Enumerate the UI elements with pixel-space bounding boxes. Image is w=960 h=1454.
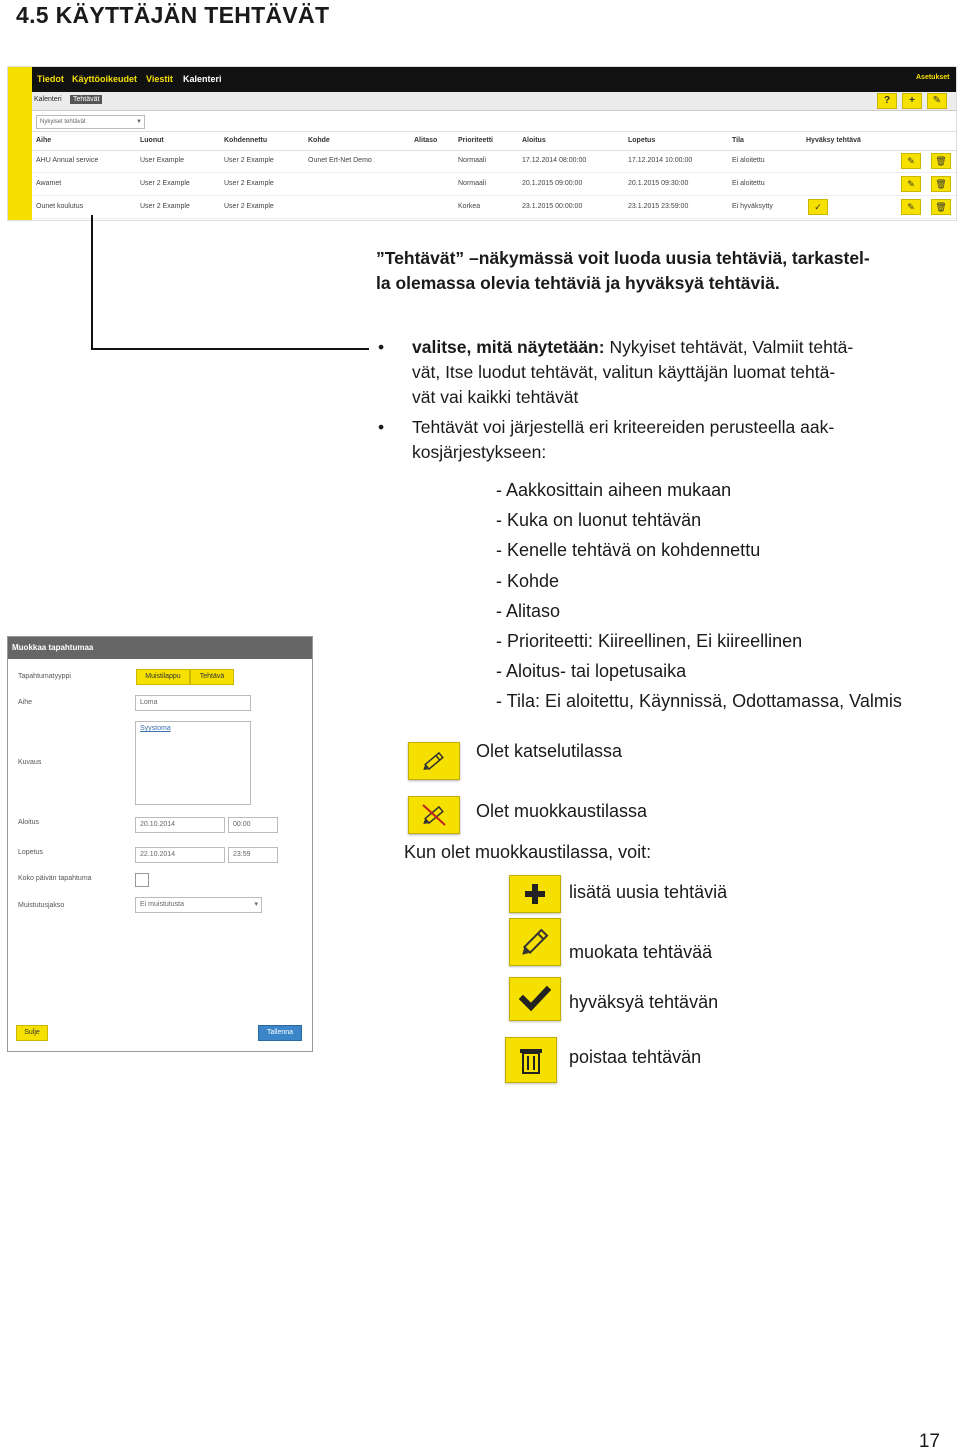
allday-checkbox[interactable] xyxy=(135,873,149,887)
plus-icon[interactable]: + xyxy=(902,93,922,109)
edit-mode-icon xyxy=(408,796,460,834)
table-row[interactable] xyxy=(32,196,956,219)
cell-creator: User Example xyxy=(140,157,184,164)
accent-strip xyxy=(8,67,32,220)
callout-line xyxy=(91,348,369,350)
action-label: hyväksyä tehtävän xyxy=(569,992,719,1012)
cell-creator: User 2 Example xyxy=(140,180,190,187)
column-header[interactable]: Hyväksy tehtävä xyxy=(806,137,861,144)
end-label: Lopetus xyxy=(18,849,43,856)
table-row[interactable] xyxy=(32,150,956,173)
column-header[interactable]: Lopetus xyxy=(628,137,656,144)
cell-target: Ounet Ert-Net Demo xyxy=(308,157,372,164)
cell-subject: Awamet xyxy=(36,180,62,187)
edit-event-dialog xyxy=(7,636,313,1052)
nav-item-kayttooikeudet[interactable]: Käyttöoikeudet xyxy=(72,74,138,84)
pencil-icon xyxy=(408,742,460,780)
page-title: 4.5 KÄYTTÄJÄN TEHTÄVÄT xyxy=(16,2,330,28)
column-header[interactable]: Alitaso xyxy=(414,137,438,144)
column-header[interactable]: Kohdennettu xyxy=(224,137,268,144)
pencil-icon[interactable]: ✎ xyxy=(901,153,921,169)
cell-subject: AHU Annual service xyxy=(36,157,99,164)
bullet-text: Nykyiset tehtävät, Valmiit tehtä- xyxy=(604,337,854,357)
view-mode-text: Olet katselutilassa xyxy=(476,741,623,761)
column-header[interactable]: Aihe xyxy=(36,137,52,144)
bullet-dot: • xyxy=(378,417,385,437)
cell-start: 17.12.2014 08:00:00 xyxy=(522,157,587,164)
cell-assignee: User 2 Example xyxy=(224,157,274,164)
nav-item-tiedot[interactable]: Tiedot xyxy=(37,74,64,84)
cell-start: 23.1.2015 00:00:00 xyxy=(522,203,583,210)
chevron-down-icon: ▾ xyxy=(254,901,258,908)
action-label: poistaa tehtävän xyxy=(569,1047,702,1067)
column-header[interactable]: Aloitus xyxy=(522,137,546,144)
top-nav-bar xyxy=(32,67,956,92)
pencil-icon[interactable]: ✎ xyxy=(927,93,947,109)
list-item: - Aloitus- tai lopetusaika xyxy=(496,661,687,682)
intro-text xyxy=(376,246,956,296)
table-row[interactable] xyxy=(32,173,956,196)
plus-icon xyxy=(509,875,561,913)
chevron-down-icon: ▼ xyxy=(136,119,142,125)
cell-end: 20.1.2015 09:30:00 xyxy=(628,180,689,187)
edit-mode-intro: Kun olet muokkaustilassa, voit: xyxy=(404,842,652,862)
pencil-icon[interactable]: ✎ xyxy=(901,199,921,215)
help-icon[interactable]: ? xyxy=(877,93,897,109)
cell-end: 23.1.2015 23:59:00 xyxy=(628,203,689,210)
page-number: 17 xyxy=(918,1431,940,1452)
bullet-text: vät vai kaikki tehtävät xyxy=(412,387,579,407)
trash-icon[interactable]: 🗑 xyxy=(931,153,951,169)
description-label: Kuvaus xyxy=(18,759,42,766)
end-time-field[interactable]: 23:59 xyxy=(228,847,278,863)
check-icon xyxy=(509,977,561,1021)
filter-select[interactable]: Nykyiset tehtävät ▼ xyxy=(36,115,145,129)
bullet-item xyxy=(378,335,958,410)
check-icon[interactable]: ✓ xyxy=(808,199,828,215)
column-header[interactable]: Tila xyxy=(732,137,744,144)
intro-line: la olemassa olevia tehtäviä ja hyväksyä tehtäviä. xyxy=(376,273,780,293)
list-item: - Tila: Ei aloitettu, Käynnissä, Odottamassa, Valmis xyxy=(496,691,902,712)
edit-mode-text: Olet muokkaustilassa xyxy=(476,801,648,821)
close-button[interactable]: Sulje xyxy=(16,1025,48,1041)
reminder-label: Muistutusjakso xyxy=(18,902,65,909)
bullet-bold: valitse, mitä näytetään: xyxy=(412,337,605,357)
list-item: - Prioriteetti: Kiireellinen, Ei kiireellinen xyxy=(496,630,803,651)
start-time-field[interactable]: 00:00 xyxy=(228,817,278,833)
list-item: - Kenelle tehtävä on kohdennettu xyxy=(496,540,761,561)
cell-priority: Normaali xyxy=(458,157,487,164)
subject-label: Aihe xyxy=(18,699,33,706)
bullet-text: vät, Itse luodut tehtävät, valitun käyttäjän luomat tehtä- xyxy=(412,362,836,382)
nav-item-viestit[interactable]: Viestit xyxy=(146,74,173,84)
column-header[interactable]: Kohde xyxy=(308,137,330,144)
task-button[interactable]: Tehtävä xyxy=(190,669,234,685)
cell-priority: Korkea xyxy=(458,203,481,210)
cell-priority: Normaali xyxy=(458,180,487,187)
tab-tehtavat[interactable]: Tehtävät xyxy=(70,95,102,104)
cell-status: Ei aloitettu xyxy=(732,157,765,164)
end-date-field[interactable]: 22.10.2014 xyxy=(135,847,225,863)
cell-end: 17.12.2014 10:00:00 xyxy=(628,157,693,164)
action-label: lisätä uusia tehtäviä xyxy=(569,882,728,902)
intro-line: ”Tehtävät” –näkymässä voit luoda uusia tehtäviä, tarkastel- xyxy=(376,248,870,268)
cell-status: Ei hyväksytty xyxy=(732,203,773,210)
callout-line xyxy=(91,215,93,350)
tab-kalenteri[interactable]: Kalenteri xyxy=(34,96,62,103)
type-label: Tapahtumatyyppi xyxy=(18,673,71,680)
save-button[interactable]: Tallenna xyxy=(258,1025,302,1041)
table-header xyxy=(32,131,956,151)
memo-button[interactable]: Muistilappu xyxy=(136,669,190,685)
action-label: muokata tehtävää xyxy=(569,942,713,962)
list-item: - Kuka on luonut tehtävän xyxy=(496,510,702,531)
start-date-field[interactable]: 20.10.2014 xyxy=(135,817,225,833)
cell-status: Ei aloitettu xyxy=(732,180,765,187)
dialog-title: Muokkaa tapahtumaa xyxy=(8,637,312,659)
pencil-icon[interactable]: ✎ xyxy=(901,176,921,192)
cell-start: 20.1.2015 09:00:00 xyxy=(522,180,583,187)
list-item: - Kohde xyxy=(496,570,560,591)
tasks-screenshot xyxy=(7,66,957,221)
trash-icon[interactable]: 🗑 xyxy=(931,176,951,192)
trash-icon[interactable]: 🗑 xyxy=(931,199,951,215)
reminder-select[interactable]: Ei muistutusta ▾ xyxy=(135,897,262,913)
settings-link[interactable]: Asetukset xyxy=(916,74,950,81)
bullet-item xyxy=(378,415,958,465)
bullet-text: kosjärjestykseen: xyxy=(412,442,547,462)
bullet-text: Tehtävät voi järjestellä eri kriteereiden perusteella aak- xyxy=(412,417,835,437)
nav-item-kalenteri[interactable]: Kalenteri xyxy=(183,74,222,84)
subject-field[interactable]: Loma xyxy=(135,695,251,711)
cell-assignee: User 2 Example xyxy=(224,203,274,210)
criteria-list xyxy=(496,478,902,720)
cell-assignee: User 2 Example xyxy=(224,180,274,187)
start-label: Aloitus xyxy=(18,819,40,826)
pencil-icon xyxy=(509,918,561,966)
allday-label: Koko päivän tapahtuma xyxy=(18,875,92,882)
list-item: - Alitaso xyxy=(496,600,561,621)
description-field[interactable]: Syystoma xyxy=(135,721,251,805)
bullet-dot: • xyxy=(378,337,385,357)
cell-subject: Ounet koulutus xyxy=(36,203,84,210)
sub-tab-bar xyxy=(32,92,956,111)
column-header[interactable]: Luonut xyxy=(140,137,164,144)
list-item: - Aakkosittain aiheen mukaan xyxy=(496,480,732,500)
column-header[interactable]: Prioriteetti xyxy=(458,137,494,144)
trash-icon xyxy=(505,1037,557,1083)
cell-creator: User 2 Example xyxy=(140,203,190,210)
